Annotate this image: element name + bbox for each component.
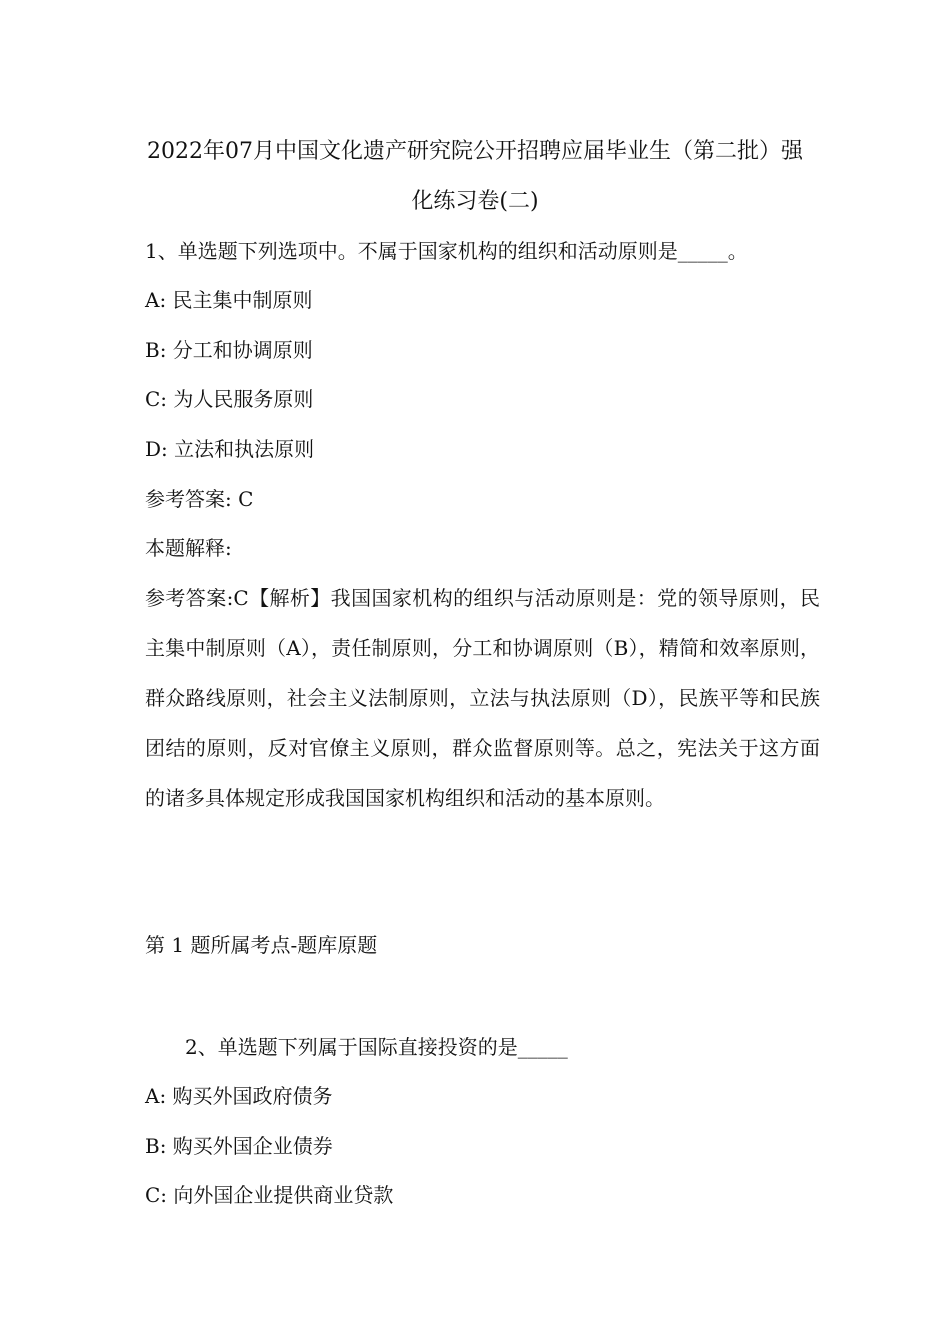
question-1-option-b: B: 分工和协调原则: [145, 338, 313, 362]
question-1-explanation: 参考答案:C【解析】我国国家机构的组织与活动原则是：党的领导原则，民主集中制原则（A），责任制原则，分工和协调原则（B），精简和效率原则，群众路线原则，社会主义法制原则，立法与执法原则（D），民族平等和民族团结的原则，反对官僚主义原则，群众监督原则等。总之，宪法关于这方面的诸多具体规定形成我国国家机构组织和活动的基本原则。: [145, 586, 820, 810]
document-title: 2022年07月中国文化遗产研究院公开招聘应届毕业生（第二批）强化练习卷(二): [147, 139, 803, 214]
question-2-option-a: A: 购买外国政府债务: [145, 1084, 333, 1108]
question-1-explanation-label: 本题解释:: [145, 536, 232, 560]
question-1-option-a: A: 民主集中制原则: [145, 288, 313, 312]
question-2-stem: 2、单选题下列属于国际直接投资的是_____: [185, 1035, 568, 1059]
question-1-option-d: D: 立法和执法原则: [145, 437, 315, 461]
question-1-stem: 1、单选题下列选项中。不属于国家机构的组织和活动原则是_____。: [145, 239, 748, 263]
question-2-option-b: B: 购买外国企业债券: [145, 1134, 333, 1158]
question-2-option-c: C: 向外国企业提供商业贷款: [145, 1183, 394, 1207]
question-1-option-c: C: 为人民服务原则: [145, 387, 314, 411]
question-1-answer: 参考答案: C: [145, 487, 254, 511]
question-1-topic: 第 1 题所属考点-题库原题: [145, 933, 378, 957]
